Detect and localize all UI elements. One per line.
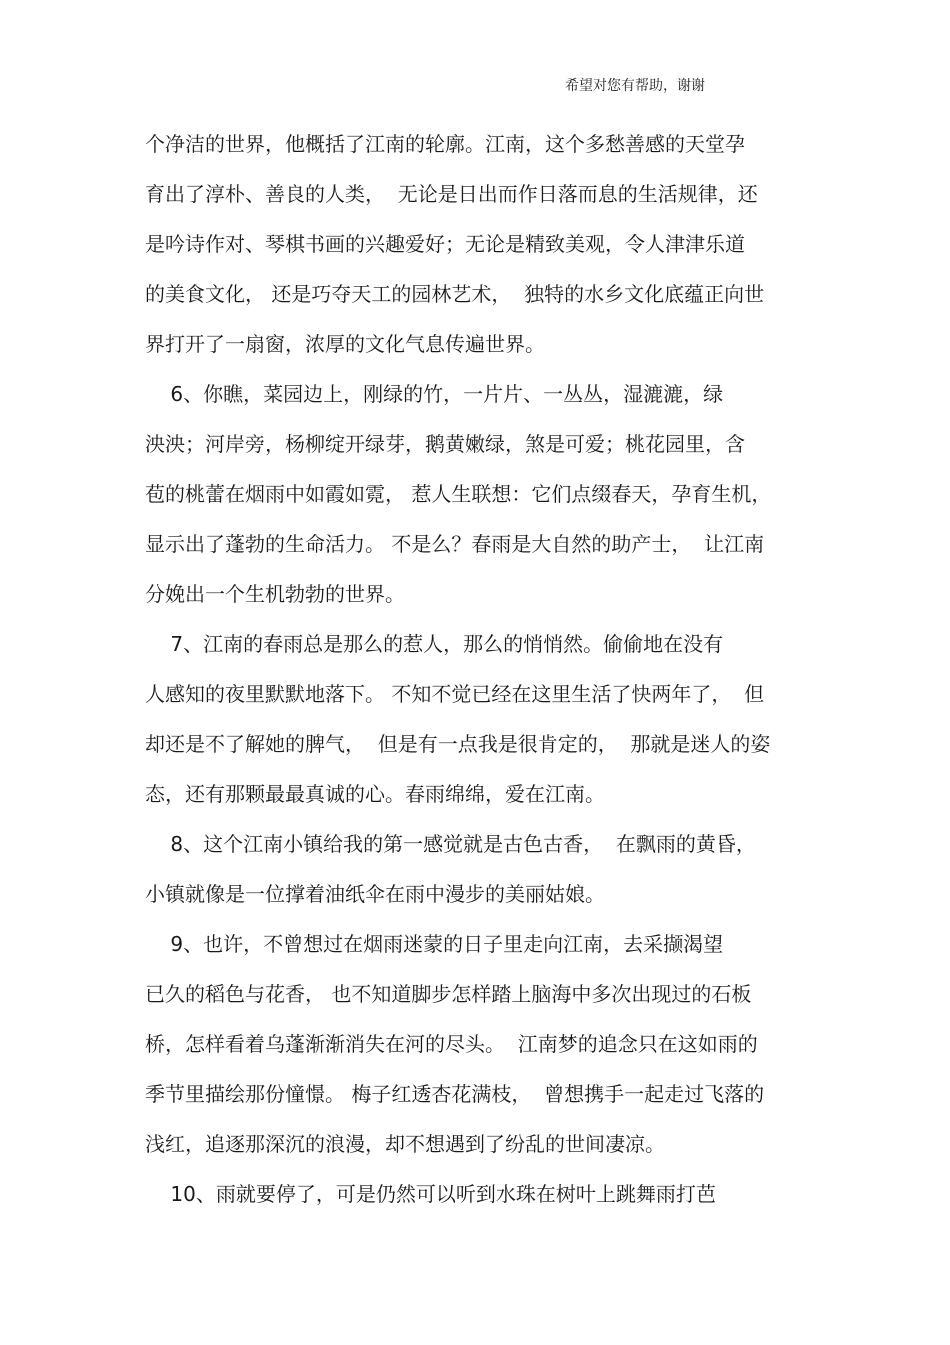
text-line: 小镇就像是一位撑着油纸伞在雨中漫步的美丽姑娘。 [145, 882, 605, 906]
header-note: 希望对您有帮助，谢谢 [565, 78, 705, 94]
text-line: 泱泱；河岸旁，杨柳绽开绿芽，鹅黄嫩绿，煞是可爱；桃花园里，含 [145, 432, 745, 456]
text-line: 态，还有那颗最最真诚的心。春雨绵绵，爱在江南。 [145, 782, 605, 806]
text-line: 个净洁的世界，他概括了江南的轮廓。江南，这个多愁善感的天堂孕 [145, 132, 745, 156]
text-line: 已久的稻色与花香， 也不知道脚步怎样踏上脑海中多次出现过的石板 [145, 982, 752, 1006]
text-line: 界打开了一扇窗，浓厚的文化气息传遍世界。 [145, 332, 545, 356]
text-line: 9、也许，不曾想过在烟雨迷蒙的日子里走向江南，去采撷渴望 [145, 932, 724, 956]
text-line: 浅红，追逐那深沉的浪漫，却不想遇到了纷乱的世间凄凉。 [145, 1132, 665, 1156]
text-line: 6、你瞧，菜园边上，刚绿的竹，一片片、一丛丛，湿漉漉，绿 [145, 382, 724, 406]
text-line: 却还是不了解她的脾气， 但是有一点我是很肯定的， 那就是迷人的姿 [145, 732, 771, 756]
text-line: 8、这个江南小镇给我的第一感觉就是古色古香， 在飘雨的黄昏， [145, 832, 756, 856]
text-line: 分娩出一个生机勃勃的世界。 [145, 582, 405, 606]
text-line: 苞的桃蕾在烟雨中如霞如霓， 惹人生联想：它们点缀春天，孕育生机， [145, 482, 772, 506]
text-line: 人感知的夜里默默地落下。 不知不觉已经在这里生活了快两年了， 但 [145, 682, 765, 706]
text-line: 的美食文化， 还是巧夺天工的园林艺术， 独特的水乡文化底蕴正向世 [145, 282, 765, 306]
text-line: 是吟诗作对、琴棋书画的兴趣爱好；无论是精致美观，令人津津乐道 [145, 232, 745, 256]
text-line: 7、江南的春雨总是那么的惹人，那么的悄悄然。偷偷地在没有 [145, 632, 724, 656]
text-line: 10、雨就要停了，可是仍然可以听到水珠在树叶上跳舞雨打芭 [145, 1182, 716, 1206]
text-line: 育出了淳朴、善良的人类， 无论是日出而作日落而息的生活规律，还 [145, 182, 758, 206]
text-line: 桥，怎样看着乌蓬渐渐消失在河的尽头。 江南梦的追念只在这如雨的 [145, 1032, 758, 1056]
text-line: 显示出了蓬勃的生命活力。 不是么？春雨是大自然的助产士， 让江南 [145, 532, 765, 556]
text-line: 季节里描绘那份憧憬。 梅子红透杏花满枝， 曾想携手一起走过飞落的 [145, 1082, 765, 1106]
